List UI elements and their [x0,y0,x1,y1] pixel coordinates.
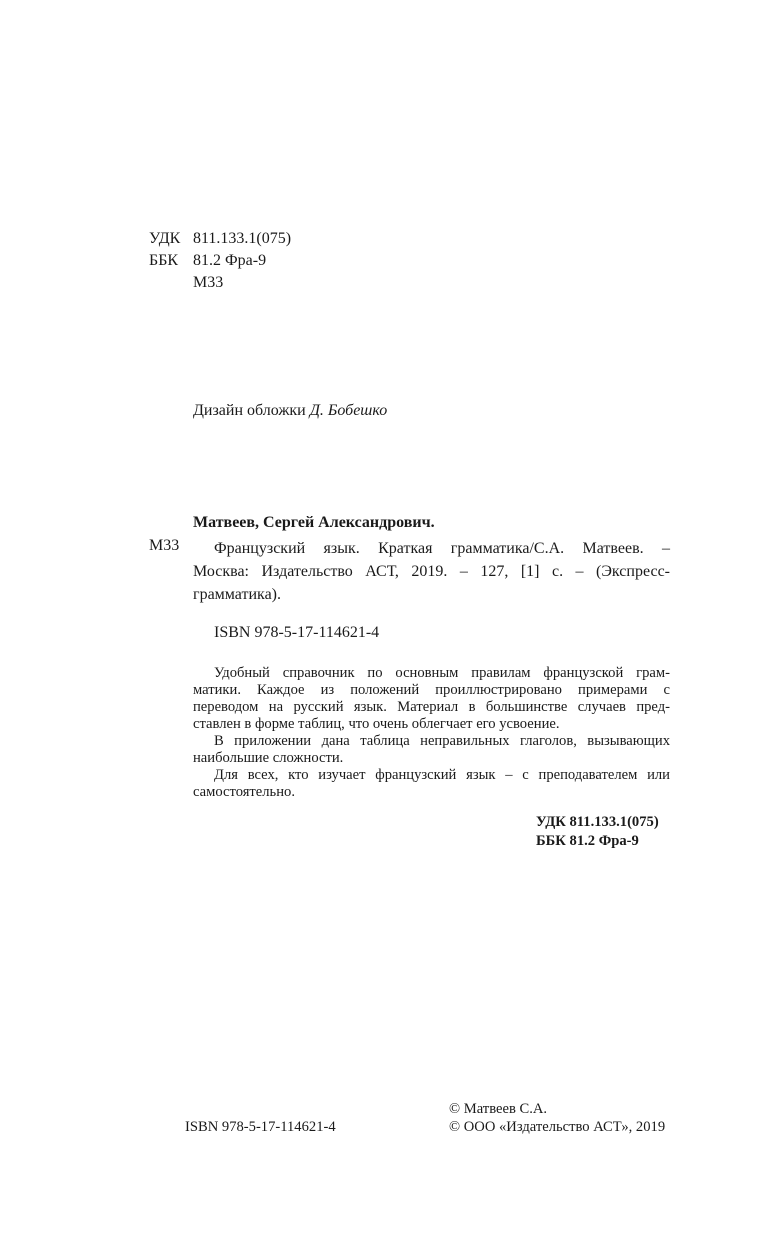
footer-isbn: ISBN 978-5-17-114621-4 [185,1119,336,1135]
udk-value: 811.133.1(075) [193,230,292,247]
record-author: Матвеев, Сергей Александрович. [193,514,435,531]
annotation [193,665,670,801]
author-mark: М33 [193,274,224,291]
bbk-label: ББК [149,252,179,269]
copyright-publisher: © ООО «Издательство АСТ», 2019 [449,1119,666,1135]
record-line: Москва: Издательство АСТ, 2019. – 127, [1] с. – (Экспресс- [193,563,670,580]
annotation-paragraph [193,665,670,733]
record-mark: М33 [149,537,180,554]
annotation-line: матики. Каждое из положений проиллюстрировано примерами с [193,682,670,698]
annotation-paragraph [193,733,670,767]
annotation-line: самостоятельно. [193,784,295,800]
annotation-line: В приложении дана таблица неправильных глаголов, вызывающих [214,733,670,749]
annotation-line: наибольшие сложности. [193,750,344,766]
cover-design-prefix: Дизайн обложки [193,402,306,419]
udk-label: УДК [149,230,181,247]
classification-codes-bottom [536,813,659,851]
copyright-author: © Матвеев С.А. [449,1101,548,1117]
record-isbn: ISBN 978-5-17-114621-4 [214,624,380,641]
bbk-value: 81.2 Фра-9 [193,252,267,269]
annotation-line: Удобный справочник по основным правилам французской грам- [214,665,670,681]
cover-design-credit [193,402,387,420]
bbk-code-bottom: ББК 81.2 Фра-9 [536,833,639,849]
record-line: Французский язык. Краткая грамматика/С.А. Матвеев. – [214,540,670,557]
annotation-paragraph [193,767,670,801]
cover-designer-name: Д. Бобешко [309,402,388,419]
annotation-line: переводом на русский язык. Материал в большинстве случаев пред- [193,699,670,715]
record-line: грамматика). [193,586,282,603]
annotation-line: Для всех, кто изучает французский язык – с преподавателем или [214,767,670,783]
annotation-line: ставлен в форме таблиц, что очень облегчает его усвоение. [193,716,560,732]
record-description [193,537,670,606]
udk-code-bottom: УДК 811.133.1(075) [536,814,659,830]
